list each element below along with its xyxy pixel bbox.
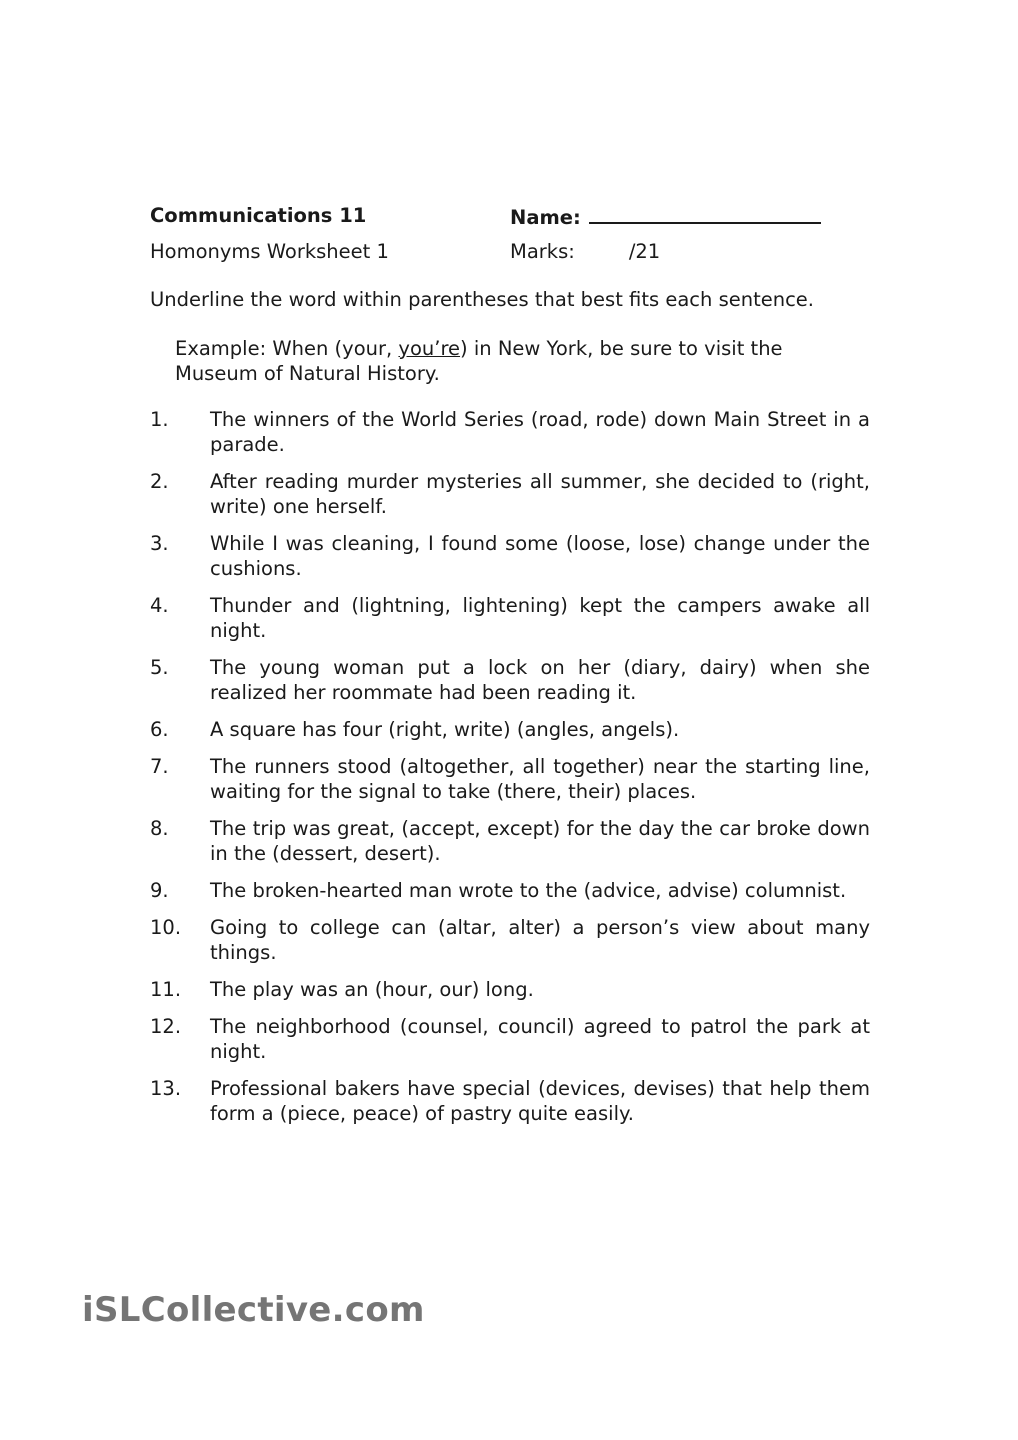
marks-label: Marks:: [510, 240, 575, 263]
question-item: [150, 655, 870, 705]
course-title: Communications 11: [150, 204, 367, 227]
question-text: The play was an (hour, our) long.: [210, 978, 534, 1001]
question-text: While I was cleaning, I found some (loose, lose) change under the cushions.: [210, 532, 870, 580]
question-number: 7.: [150, 755, 169, 778]
question-item: [150, 1014, 870, 1064]
question-number: 9.: [150, 879, 169, 902]
instructions: Underline the word within parentheses that best fits each sentence.: [150, 288, 814, 311]
question-item: [150, 977, 870, 1002]
name-label: Name:: [510, 206, 581, 229]
question-item: [150, 717, 870, 742]
header-row-1: [150, 204, 870, 230]
question-item: [150, 1076, 870, 1126]
example: [175, 336, 855, 386]
question-item: [150, 754, 870, 804]
question-text: The winners of the World Series (road, rode) down Main Street in a parade.: [210, 408, 870, 456]
question-number: 6.: [150, 718, 169, 741]
name-blank-line: [589, 204, 821, 224]
question-number: 2.: [150, 470, 169, 493]
worksheet-title: Homonyms Worksheet 1: [150, 240, 389, 263]
marks-total: /21: [628, 240, 661, 263]
question-text: The neighborhood (counsel, council) agreed to patrol the park at night.: [210, 1015, 870, 1063]
question-number: 8.: [150, 817, 169, 840]
question-number: 11.: [150, 978, 182, 1001]
question-text: The broken-hearted man wrote to the (advice, advise) columnist.: [210, 879, 847, 902]
question-text: Professional bakers have special (devices, devises) that help them form a (piece, peace) of pastry quite easily.: [210, 1077, 870, 1125]
question-list: [150, 407, 870, 1138]
question-number: 4.: [150, 594, 169, 617]
question-number: 13.: [150, 1077, 182, 1100]
watermark-logo: iSLCollective.com: [82, 1290, 425, 1330]
question-number: 3.: [150, 532, 169, 555]
question-text: A square has four (right, write) (angles, angels).: [210, 718, 680, 741]
name-field: [510, 204, 821, 229]
question-text: The runners stood (altogether, all together) near the starting line, waiting for the signal to take (there, their) places.: [210, 755, 870, 803]
question-text: Going to college can (altar, alter) a person’s view about many things.: [210, 916, 870, 964]
header-row-2: [150, 240, 870, 266]
question-text: After reading murder mysteries all summer, she decided to (right, write) one herself.: [210, 470, 870, 518]
question-text: The trip was great, (accept, except) for the day the car broke down in the (dessert, desert).: [210, 817, 870, 865]
question-item: [150, 816, 870, 866]
example-suffix: ) in New York, be sure to visit the Museum of Natural History.: [175, 337, 783, 385]
question-item: [150, 469, 870, 519]
question-number: 5.: [150, 656, 169, 679]
question-text: The young woman put a lock on her (diary, dairy) when she realized her roommate had been reading it.: [210, 656, 870, 704]
question-item: [150, 878, 870, 903]
question-item: [150, 531, 870, 581]
question-item: [150, 407, 870, 457]
marks-field: [510, 240, 660, 263]
question-text: Thunder and (lightning, lightening) kept the campers awake all night.: [210, 594, 870, 642]
question-item: [150, 915, 870, 965]
example-underlined-answer: you’re: [398, 337, 461, 360]
question-number: 10.: [150, 916, 182, 939]
question-number: 1.: [150, 408, 169, 431]
example-prefix: Example: When (your,: [175, 337, 399, 360]
question-item: [150, 593, 870, 643]
question-number: 12.: [150, 1015, 182, 1038]
